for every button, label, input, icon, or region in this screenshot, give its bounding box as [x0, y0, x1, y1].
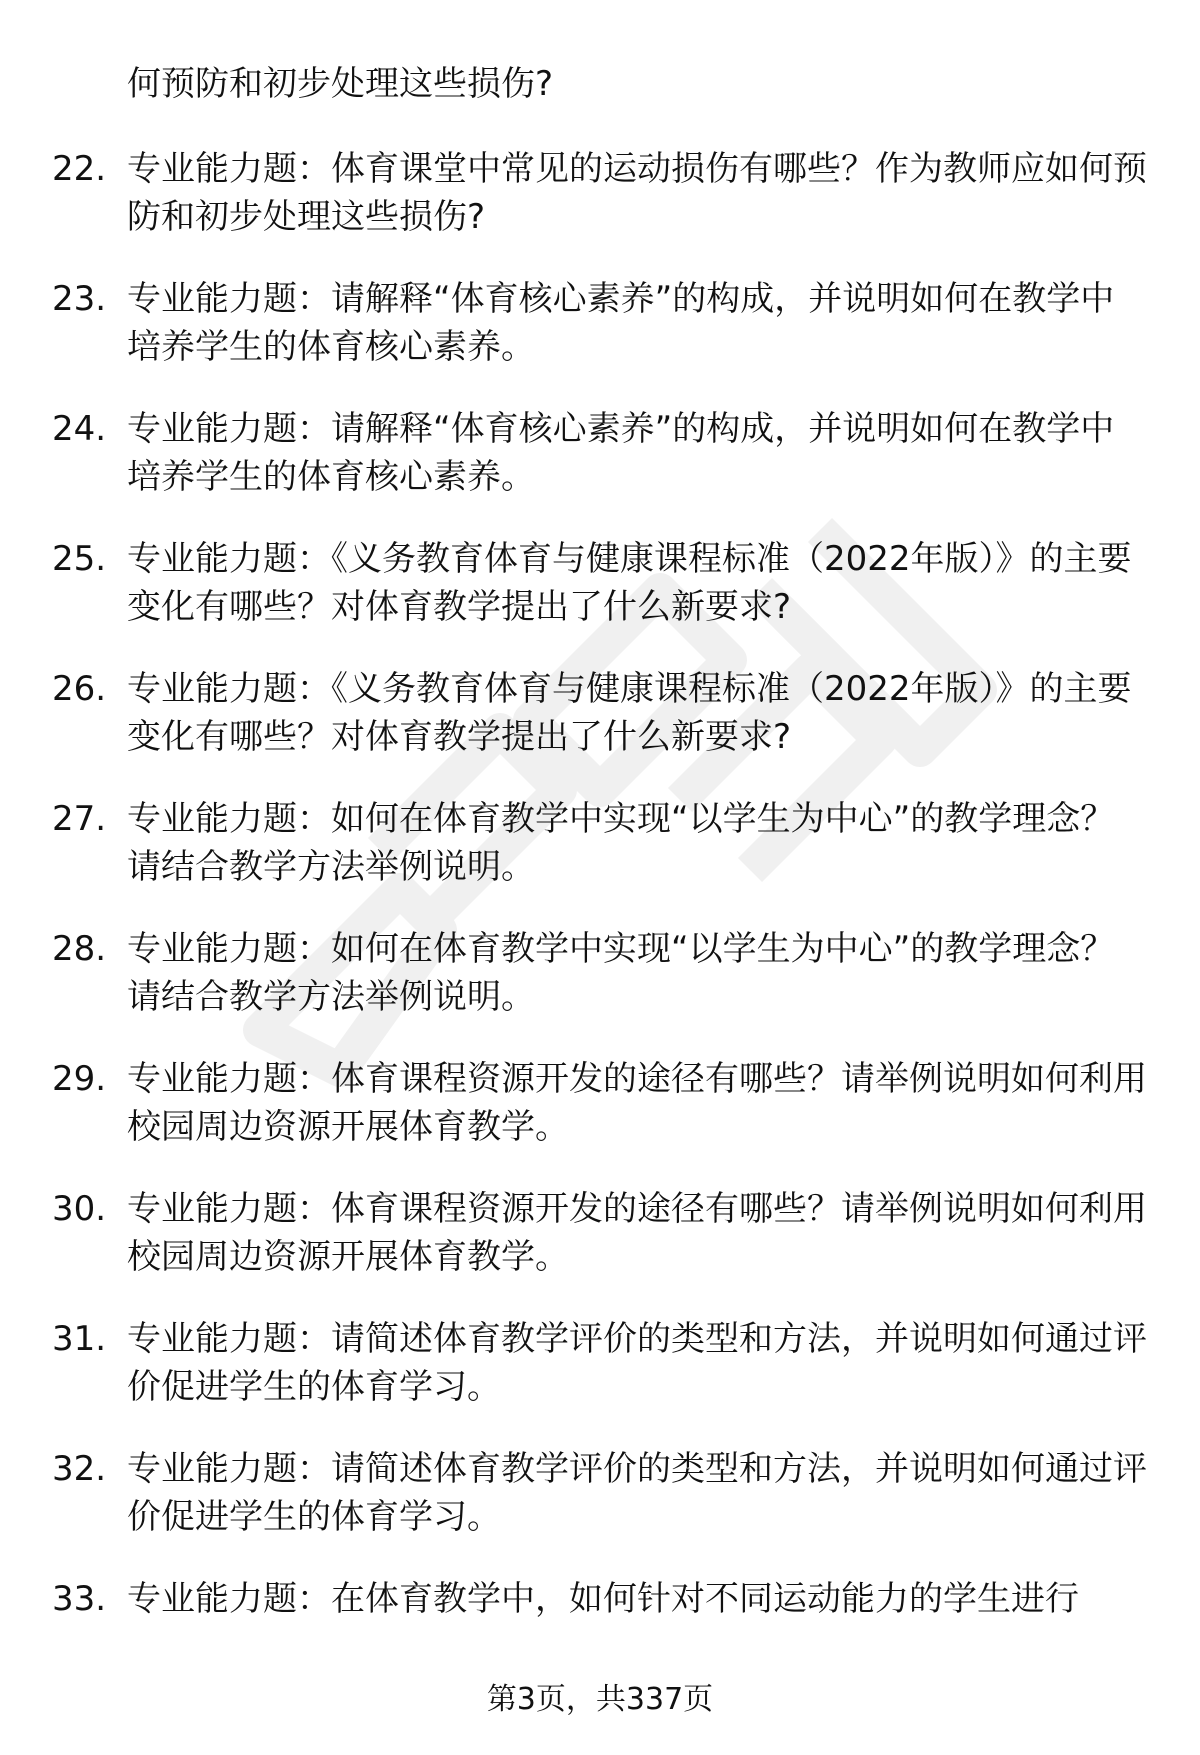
item-text: 专业能力题：请解释“体育核心素养”的构成，并说明如何在教学中培养学生的体育核心素养。: [127, 279, 1115, 367]
item-number: 28.: [52, 929, 107, 969]
list-item: [0, 535, 1200, 665]
question-list: [0, 145, 1200, 1705]
list-item: [0, 1445, 1200, 1575]
item-text: 专业能力题：请简述体育教学评价的类型和方法，并说明如何通过评价促进学生的体育学习。: [127, 1319, 1147, 1407]
item-number: 25.: [52, 539, 107, 579]
list-item: [0, 1055, 1200, 1185]
list-item: [0, 1185, 1200, 1315]
item-text: 专业能力题：请解释“体育核心素养”的构成，并说明如何在教学中培养学生的体育核心素养。: [127, 409, 1115, 497]
item-number: 27.: [52, 799, 107, 839]
list-item: [0, 795, 1200, 925]
item-text: 专业能力题：《义务教育体育与健康课程标准（2022年版）》的主要变化有哪些？对体育教学提出了什么新要求?: [127, 539, 1132, 627]
item-text: 专业能力题：如何在体育教学中实现“以学生为中心”的教学理念？请结合教学方法举例说明。: [127, 929, 1115, 1017]
item-number: 32.: [52, 1449, 107, 1489]
list-item: [0, 275, 1200, 405]
item-number: 29.: [52, 1059, 107, 1099]
list-item: [0, 405, 1200, 535]
item-number: 24.: [52, 409, 107, 449]
item-text: 专业能力题：体育课堂中常见的运动损伤有哪些？作为教师应如何预防和初步处理这些损伤?: [127, 149, 1147, 237]
list-item: [0, 145, 1200, 275]
item-number: 30.: [52, 1189, 107, 1229]
item-text: 专业能力题：在体育教学中，如何针对不同运动能力的学生进行: [127, 1579, 1079, 1619]
item-number: 26.: [52, 669, 107, 709]
item-number: 31.: [52, 1319, 107, 1359]
item-text: 专业能力题：《义务教育体育与健康课程标准（2022年版）》的主要变化有哪些？对体育教学提出了什么新要求?: [127, 669, 1132, 757]
item-number: 33.: [52, 1579, 107, 1619]
item-number: 22.: [52, 149, 107, 189]
item-text: 专业能力题：体育课程资源开发的途径有哪些？请举例说明如何利用校园周边资源开展体育教学。: [127, 1189, 1147, 1277]
page-footer: 第3页，共337页: [486, 1682, 714, 1717]
list-item: [0, 665, 1200, 795]
item-number: 23.: [52, 279, 107, 319]
list-item: [0, 925, 1200, 1055]
item-text: 专业能力题：体育课程资源开发的途径有哪些？请举例说明如何利用校园周边资源开展体育教学。: [127, 1059, 1147, 1147]
item-text: 专业能力题：如何在体育教学中实现“以学生为中心”的教学理念？请结合教学方法举例说明。: [127, 799, 1115, 887]
list-item: [0, 1315, 1200, 1445]
item-text: 专业能力题：请简述体育教学评价的类型和方法，并说明如何通过评价促进学生的体育学习。: [127, 1449, 1147, 1537]
continuation-text: 何预防和初步处理这些损伤?: [127, 64, 554, 104]
